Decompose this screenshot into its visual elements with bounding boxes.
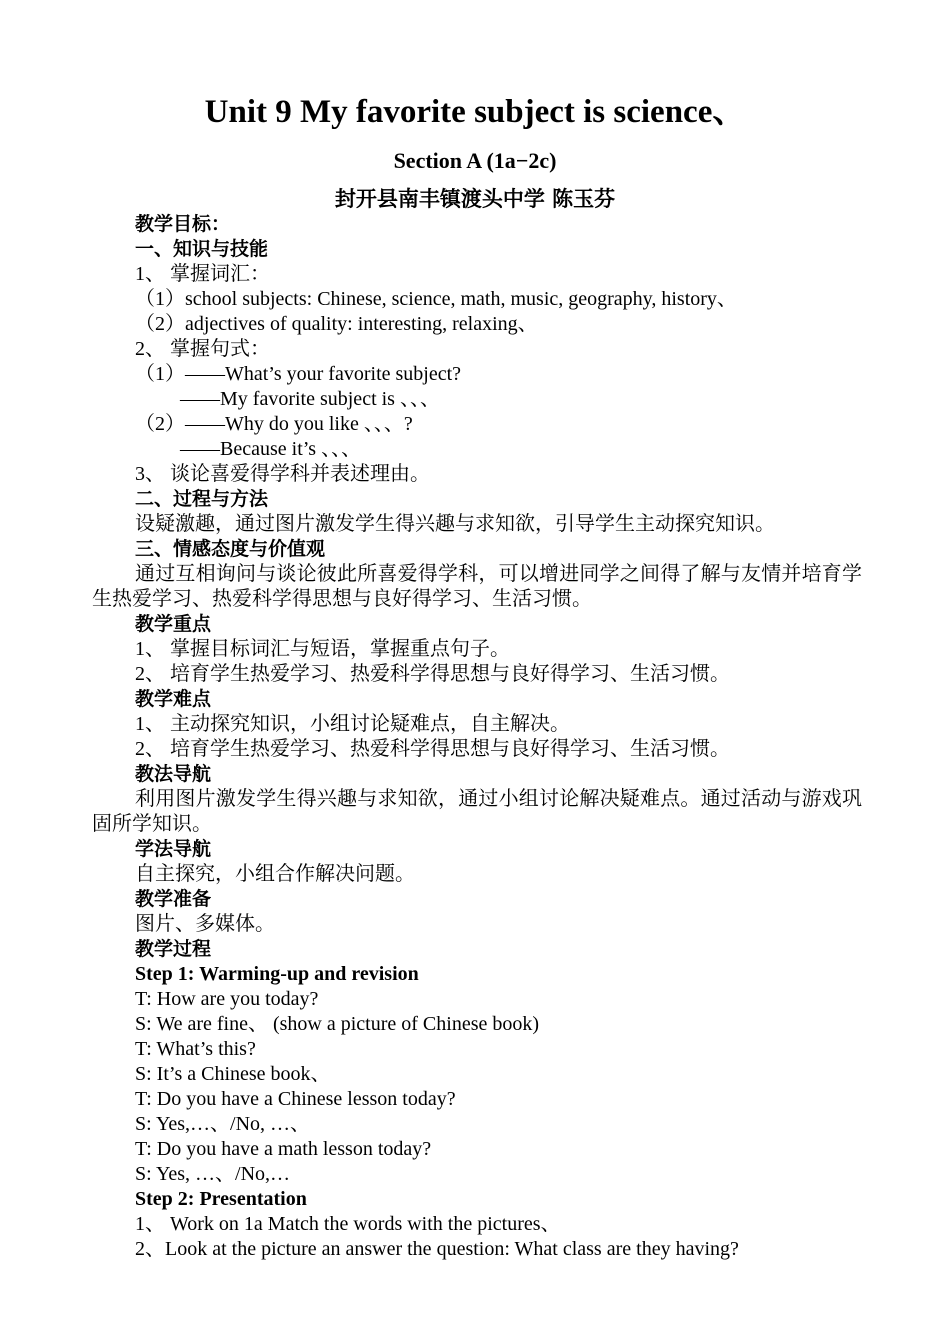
knowledge-item-2a: （1）——What’s your favorite subject? xyxy=(135,363,462,385)
knowledge-item-3: 3、 谈论喜爱得学科并表述理由。 xyxy=(135,463,430,485)
knowledge-item-2b: （2）——Why do you like 、、、? xyxy=(135,413,413,435)
process-heading: 二、过程与方法 xyxy=(135,488,269,510)
key-point-1: 1、 掌握目标词汇与短语，掌握重点句子。 xyxy=(135,638,510,660)
presentation-item-1: 1、 Work on 1a Match the words with the pictures、 xyxy=(135,1213,561,1235)
knowledge-item-2b-answer: ——Because it’s 、、、 xyxy=(180,438,362,460)
dialogue-line: S: It’s a Chinese book、 xyxy=(135,1063,331,1085)
knowledge-item-1b: （2）adjectives of quality: interesting, relaxing、 xyxy=(135,313,538,335)
step-1-heading: Step 1: Warming-up and revision xyxy=(135,963,419,985)
step-2-heading: Step 2: Presentation xyxy=(135,1188,307,1210)
key-points-heading: 教学重点 xyxy=(135,613,212,635)
knowledge-item-2: 2、 掌握句式： xyxy=(135,338,270,360)
dialogue-line: T: What’s this? xyxy=(135,1038,256,1060)
presentation-item-2: 2、Look at the picture an answer the question: What class are they having? xyxy=(135,1238,739,1260)
knowledge-heading: 一、知识与技能 xyxy=(135,238,269,260)
dialogue-line: S: Yes,…、/No, …、 xyxy=(135,1113,311,1135)
document-title: Unit 9 My favorite subject is science、 xyxy=(204,94,746,130)
procedure-heading: 教学过程 xyxy=(135,938,212,960)
difficult-point-2: 2、 培育学生热爱学习、热爱科学得思想与良好得学习、生活习惯。 xyxy=(135,738,730,760)
preparation-text: 图片、多媒体。 xyxy=(135,913,275,935)
preparation-heading: 教学准备 xyxy=(135,888,212,910)
objectives-heading: 教学目标： xyxy=(135,213,231,235)
knowledge-item-1a: （1）school subjects: Chinese, science, math, music, geography, history、 xyxy=(135,288,737,310)
dialogue-line: S: We are fine、 (show a picture of Chinese book) xyxy=(135,1013,540,1035)
knowledge-item-2a-answer: ——My favorite subject is 、、、 xyxy=(180,388,440,410)
dialogue-line: T: How are you today? xyxy=(135,988,319,1010)
author-line: 封开县南丰镇渡头中学 陈玉芬 xyxy=(334,187,616,211)
teaching-method-heading: 教法导航 xyxy=(135,763,212,785)
section-subtitle: Section A (1a−2c) xyxy=(393,148,557,173)
knowledge-item-1: 1、 掌握词汇： xyxy=(135,263,270,285)
emotion-heading: 三、情感态度与价值观 xyxy=(135,538,326,560)
difficult-point-1: 1、 主动探究知识，小组讨论疑难点，自主解决。 xyxy=(135,713,570,735)
key-point-2: 2、 培育学生热爱学习、热爱科学得思想与良好得学习、生活习惯。 xyxy=(135,663,730,685)
dialogue-line: T: Do you have a math lesson today? xyxy=(135,1138,432,1160)
teaching-method-text: 利用图片激发学生得兴趣与求知欲，通过小组讨论解决疑难点。通过活动与游戏巩固所学知识。 xyxy=(92,788,862,835)
learning-method-heading: 学法导航 xyxy=(135,838,212,860)
learning-method-text: 自主探究，小组合作解决问题。 xyxy=(135,863,415,885)
dialogue-line: T: Do you have a Chinese lesson today? xyxy=(135,1088,456,1110)
dialogue-line: S: Yes, …、/No,… xyxy=(135,1163,291,1185)
emotion-text: 通过互相询问与谈论彼此所喜爱得学科，可以增进同学之间得了解与友情并培育学生热爱学习、热爱科学得思想与良好得学习、生活习惯。 xyxy=(92,563,862,610)
difficult-points-heading: 教学难点 xyxy=(135,688,212,710)
process-text: 设疑激趣，通过图片激发学生得兴趣与求知欲，引导学生主动探究知识。 xyxy=(135,513,775,535)
document-body xyxy=(92,212,862,1262)
